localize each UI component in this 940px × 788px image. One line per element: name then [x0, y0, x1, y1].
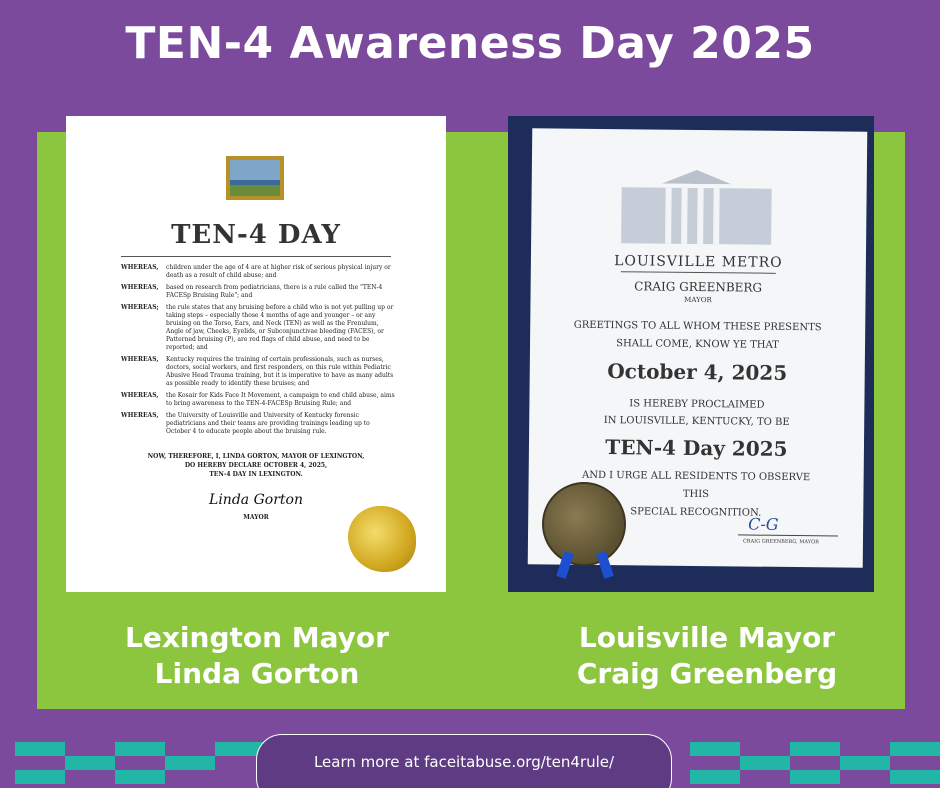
lexington-proclamation — [66, 116, 446, 592]
whereas-text: the rule states that any bruising before a child who is not yet pulling up or taking steps – especially those 4 months of age and younger – or any bruising on the Torso, Ears, and Neck (TEN) as well as the Frenulum, Angle of jaw, Cheeks, Eyelids, or Subconjunctivae bleeding (FACES), or Patterned bruising (P), are red flags of child abuse, and need to be reported; and — [166, 304, 394, 351]
whereas-item — [121, 304, 396, 352]
greetings — [570, 317, 825, 356]
whereas-label: WHEREAS, — [121, 264, 159, 271]
whereas-label: WHEREAS, — [121, 356, 159, 363]
declaration-line: TEN-4 DAY IN LEXINGTON. — [209, 471, 303, 478]
signature: C-G — [748, 514, 779, 534]
learn-more-link[interactable]: Learn more at faceitabuse.org/ten4rule/ — [313, 753, 615, 771]
divider — [621, 271, 776, 274]
proclaimed-line: IS HEREBY PROCLAIMED — [629, 398, 765, 411]
greeting-line: SHALL COME, KNOW YE THAT — [616, 338, 779, 351]
signature-role: MAYOR — [243, 514, 269, 521]
whereas-text: based on research from pediatricians, there is a rule called the "TEN-4 FACESp Bruising Rule"; and — [166, 284, 383, 299]
whereas-label: WHEREAS, — [121, 284, 159, 291]
whereas-text: children under the age of 4 are at higher risk of serious physical injury or death as a result of child abuse; and — [166, 264, 391, 279]
horse-painting-icon — [226, 156, 284, 200]
whereas-text: Kentucky requires the training of certain professionals, such as nurses, doctors, social workers, and first responders, on this rule within Pediatric Abusive Head Trauma training, but it is imperative to have as many adults as possible ready to identify these bruises; and — [166, 356, 394, 387]
declaration-line: DO HEREBY DECLARE OCTOBER 4, 2025, — [184, 462, 328, 469]
checker-decoration — [690, 742, 940, 788]
checker-decoration — [0, 742, 250, 788]
declaration — [66, 452, 446, 479]
caption-line: Louisville Mayor — [578, 621, 836, 654]
caption-line: Linda Gorton — [154, 657, 360, 690]
caption-line: Craig Greenberg — [576, 657, 838, 690]
medal-seal-icon — [542, 482, 626, 566]
whereas-item — [121, 412, 396, 436]
whereas-item — [121, 264, 396, 280]
whereas-label: WHEREAS; — [121, 304, 159, 311]
whereas-item — [121, 356, 396, 388]
greeting-line: GREETINGS TO ALL WHOM THESE PRESENTS — [573, 319, 822, 334]
whereas-item — [121, 392, 396, 408]
gold-seal-icon — [348, 506, 416, 572]
divider — [121, 256, 391, 257]
whereas-text: the University of Louisville and University of Kentucky forensic pediatricians and their teams are providing trainings leading up to October 4 to educate people about the bruising rule. — [166, 412, 370, 435]
proclaimed-text — [569, 395, 824, 432]
signature-label: CRAIG GREENBERG, MAYOR — [742, 538, 819, 546]
whereas-label: WHEREAS, — [121, 392, 159, 399]
whereas-label: WHEREAS, — [121, 412, 159, 419]
whereas-list — [121, 264, 396, 440]
caption-lexington — [70, 620, 444, 692]
building-icon — [621, 169, 772, 247]
proclamation-heading: TEN-4 DAY — [171, 220, 341, 250]
signature-line — [738, 534, 838, 536]
mayor-name: CRAIG GREENBERG — [634, 279, 763, 295]
proclaimed-date: October 4, 2025 — [607, 359, 788, 385]
mayor-role: MAYOR — [684, 295, 712, 305]
declaration-line: NOW, THEREFORE, I, LINDA GORTON, MAYOR OF LEXINGTON, — [147, 453, 365, 460]
whereas-text: the Kosair for Kids Face It Movement, a campaign to end child abuse, aims to bring awareness to the TEN-4-FACESp Bruising Rule; and — [166, 392, 395, 407]
urge-line: SPECIAL RECOGNITION. — [630, 506, 762, 519]
proclaimed-line: IN LOUISVILLE, KENTUCKY, TO BE — [603, 415, 790, 428]
whereas-item — [121, 284, 396, 300]
signature: Linda Gorton — [209, 492, 303, 508]
urge-line: AND I URGE ALL RESIDENTS TO OBSERVE THIS — [581, 469, 811, 501]
caption-line: Lexington Mayor — [125, 621, 389, 654]
proclaimed-day: TEN-4 Day 2025 — [605, 435, 788, 461]
page-title: TEN-4 Awareness Day 2025 — [125, 18, 815, 69]
caption-louisville — [520, 620, 894, 692]
metro-heading: LOUISVILLE METRO — [614, 253, 783, 271]
